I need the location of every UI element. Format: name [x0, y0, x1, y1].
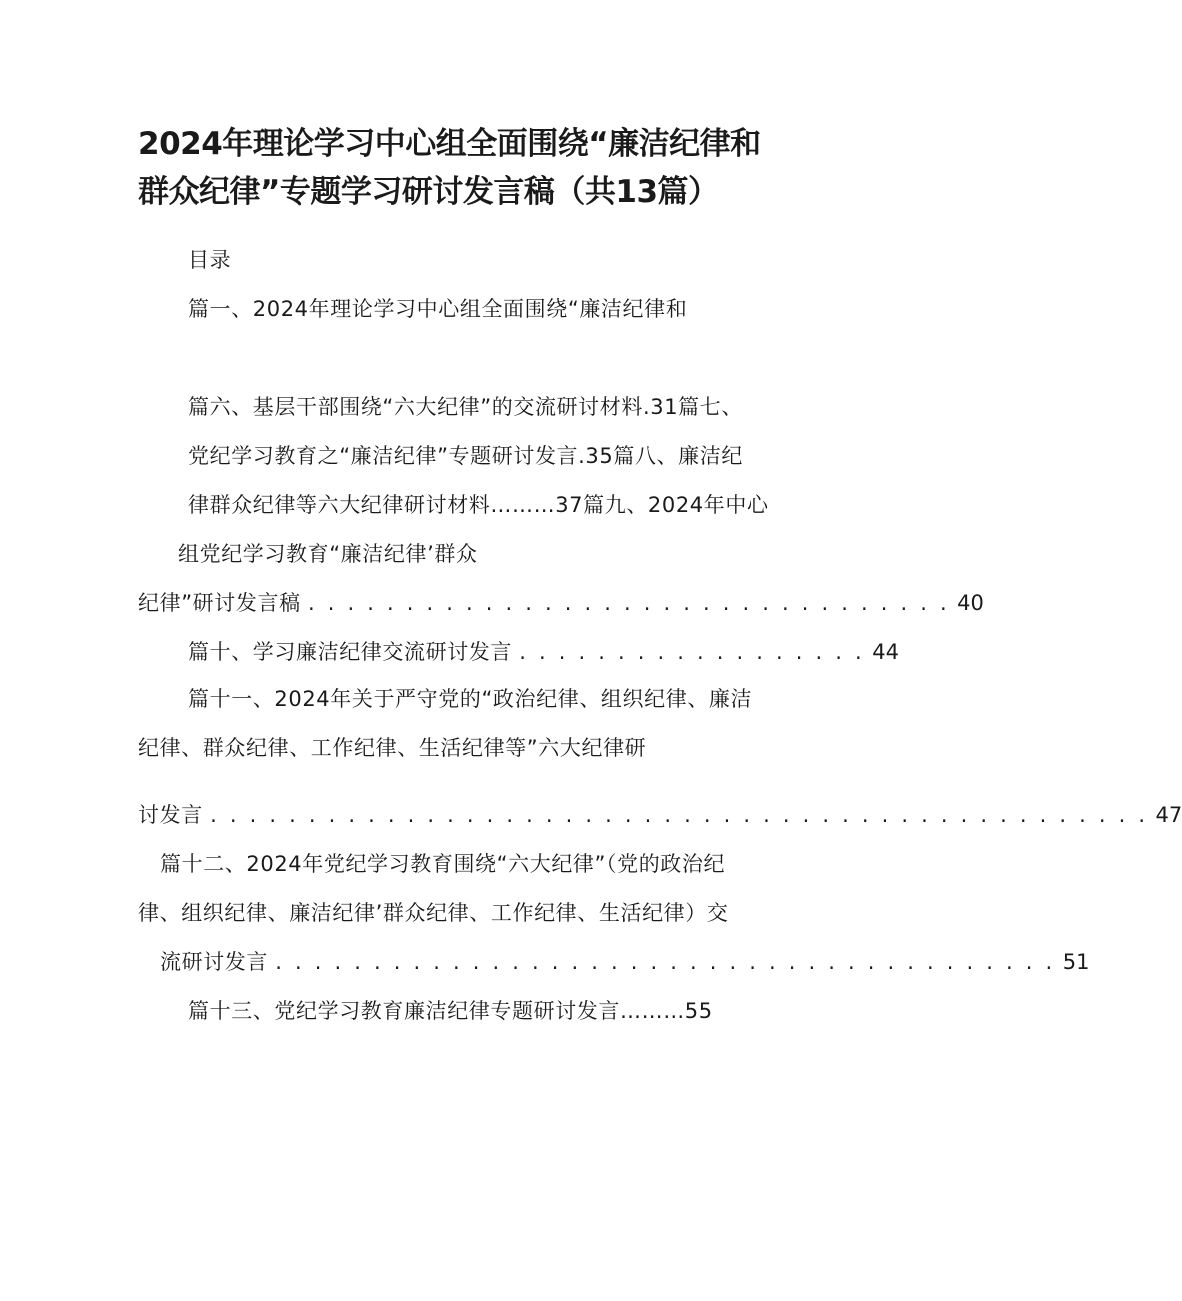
- toc-page-number: 40: [957, 591, 984, 615]
- toc-entry-9-tail: [138, 588, 984, 618]
- toc-page-number: 44: [872, 640, 899, 664]
- toc-entry-text: 讨发言: [138, 803, 203, 827]
- toc-entry-text: 篇十、学习廉洁纪律交流研讨发言: [188, 640, 512, 664]
- toc-heading: 目录: [188, 248, 232, 272]
- toc-line: 律群众纪律等六大纪律研讨材料………37篇九、2024年中心: [188, 493, 769, 517]
- toc-entry-11-line-1: 篇十一、2024年关于严守党的“政治纪律、组织纪律、廉洁: [188, 687, 753, 711]
- document-title-line-2: 群众纪律”专题学习研讨发言稿（共13篇）: [138, 174, 719, 210]
- toc-line: 篇一、2024年理论学习中心组全面围绕“廉洁纪律和: [188, 297, 688, 321]
- toc-page-number: 51: [1062, 950, 1090, 974]
- toc-entry-12-line-2: 律、组织纪律、廉洁纪律’群众纪律、工作纪律、生活纪律）交: [138, 901, 729, 925]
- dot-leader: . . . . . . . . . . . . . . . . . .: [519, 640, 865, 664]
- toc-entry-12-tail: [160, 947, 1089, 977]
- dot-leader: . . . . . . . . . . . . . . . . . . . . . . . . . . . . . . . . .: [307, 591, 950, 615]
- toc-line: 篇六、基层干部围绕“六大纪律”的交流研讨材料.31篇七、: [188, 395, 743, 419]
- toc-line: 组党纪学习教育“廉洁纪律’群众: [178, 542, 478, 566]
- toc-entry-11-line-2: 纪律、群众纪律、工作纪律、生活纪律等”六大纪律研: [138, 736, 647, 760]
- toc-entry-text: 流研讨发言: [160, 950, 268, 974]
- document-title-line-1: 2024年理论学习中心组全面围绕“廉洁纪律和: [138, 126, 761, 162]
- toc-line: 党纪学习教育之“廉洁纪律”专题研讨发言.35篇八、廉洁纪: [188, 444, 743, 468]
- dot-leader: . . . . . . . . . . . . . . . . . . . . . . . . . . . . . . . . . . . . . . . .: [275, 950, 1056, 974]
- toc-entry-11-tail: [138, 800, 1182, 830]
- toc-entry-12-line-1: 篇十二、2024年党纪学习教育围绕“六大纪律”（党的政治纪: [160, 852, 726, 876]
- toc-entry-10: [188, 637, 899, 667]
- toc-page-number: 47: [1155, 803, 1182, 827]
- toc-entry-13: 篇十三、党纪学习教育廉洁纪律专题研讨发言………55: [188, 999, 713, 1023]
- dot-leader: . . . . . . . . . . . . . . . . . . . . . . . . . . . . . . . . . . . . . . . . . . . . . . . .: [210, 803, 1149, 827]
- toc-entry-text: 纪律”研讨发言稿: [138, 591, 301, 615]
